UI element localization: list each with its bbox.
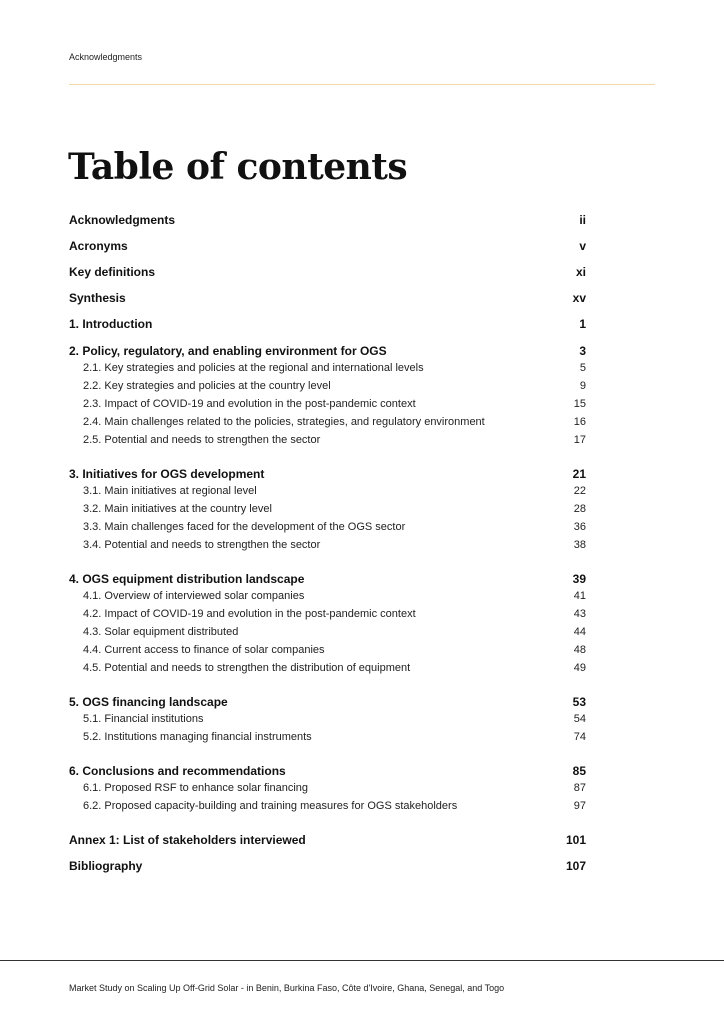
toc-entry-label: Acknowledgments: [69, 213, 176, 227]
toc-entry-label: 3. Initiatives for OGS development: [69, 467, 265, 481]
toc-subentry-label: 4.2. Impact of COVID-19 and evolution in the post-pandemic context: [83, 608, 416, 620]
toc-subentry[interactable]: [69, 590, 586, 602]
toc-subentry-label: 4.4. Current access to finance of solar companies: [83, 644, 325, 656]
toc-subentry-label: 2.5. Potential and needs to strengthen the sector: [83, 434, 321, 446]
toc-subentry[interactable]: [69, 521, 586, 533]
toc-subentry[interactable]: [69, 644, 586, 656]
toc-entry-label: 6. Conclusions and recommendations: [69, 764, 286, 778]
toc-subentry[interactable]: [69, 713, 586, 725]
toc-subentry[interactable]: [69, 731, 586, 743]
toc-entry-page: 1: [579, 317, 586, 331]
toc-entry-page: 39: [572, 572, 586, 586]
toc-subentry-label: 4.3. Solar equipment distributed: [83, 626, 239, 638]
toc-entry-page: ii: [579, 213, 586, 227]
toc-entry-introduction[interactable]: [69, 317, 586, 331]
toc-subentry-page: 97: [573, 800, 586, 812]
toc-subentry-page: 49: [573, 662, 586, 674]
toc-entry-label: 1. Introduction: [69, 317, 153, 331]
toc-entry-page: 21: [572, 467, 586, 481]
toc-subentry[interactable]: [69, 626, 586, 638]
toc-entry-acronyms[interactable]: [69, 239, 586, 253]
toc-subentry-page: 15: [573, 398, 586, 410]
toc-subentry-label: 2.4. Main challenges related to the policies, strategies, and regulatory environment: [83, 416, 485, 428]
toc-entry-page: 107: [565, 859, 586, 873]
toc-entry-label: Key definitions: [69, 265, 156, 279]
toc-subentry-page: 48: [573, 644, 586, 656]
toc-entry-label: 2. Policy, regulatory, and enabling environment for OGS: [69, 344, 387, 358]
toc-subentry-label: 5.2. Institutions managing financial instruments: [83, 731, 312, 743]
toc-subentry[interactable]: [69, 800, 586, 812]
toc-subentry-page: 38: [573, 539, 586, 551]
toc-subentry[interactable]: [69, 503, 586, 515]
toc-chapter-5[interactable]: [69, 695, 586, 709]
toc-subentry-label: 3.4. Potential and needs to strengthen the sector: [83, 539, 321, 551]
toc-subentry-page: 44: [573, 626, 586, 638]
toc-subentry[interactable]: [69, 416, 586, 428]
toc-entry-label: Acronyms: [69, 239, 128, 253]
toc-subentry-label: 6.2. Proposed capacity-building and training measures for OGS stakeholders: [83, 800, 458, 812]
toc-subentry-page: 5: [579, 362, 586, 374]
toc-subentry-page: 43: [573, 608, 586, 620]
toc-entry-page: 101: [565, 833, 586, 847]
toc-entry-label: 5. OGS financing landscape: [69, 695, 228, 709]
toc-subentry-page: 9: [579, 380, 586, 392]
toc-chapter-4[interactable]: [69, 572, 586, 586]
page-footer: Market Study on Scaling Up Off-Grid Solar - in Benin, Burkina Faso, Côte d'Ivoire, Ghana, Senegal, and Togo: [69, 983, 505, 993]
toc-subentry[interactable]: [69, 662, 586, 674]
toc-subentry[interactable]: [69, 398, 586, 410]
toc-subentry[interactable]: [69, 539, 586, 551]
toc-subentry-page: 54: [573, 713, 586, 725]
toc-subentry-label: 2.3. Impact of COVID-19 and evolution in the post-pandemic context: [83, 398, 416, 410]
toc-subentry[interactable]: [69, 485, 586, 497]
toc-subentry-label: 3.3. Main challenges faced for the development of the OGS sector: [83, 521, 406, 533]
toc-entry-page: xi: [575, 265, 586, 279]
toc-subentry-label: 4.1. Overview of interviewed solar companies: [83, 590, 305, 602]
toc-entry-page: 85: [572, 764, 586, 778]
toc-entry-annex-1[interactable]: [69, 833, 586, 847]
toc-entry-key-definitions[interactable]: [69, 265, 586, 279]
toc-entry-label: Bibliography: [69, 859, 143, 873]
toc-entry-acknowledgments[interactable]: [69, 213, 586, 227]
toc-subentry-page: 74: [573, 731, 586, 743]
toc-entry-label: Annex 1: List of stakeholders interviewed: [69, 833, 306, 847]
toc-entry-synthesis[interactable]: [69, 291, 586, 305]
toc-subentry-label: 5.1. Financial institutions: [83, 713, 204, 725]
toc-subentry-label: 4.5. Potential and needs to strengthen the distribution of equipment: [83, 662, 411, 674]
toc-subentry-label: 2.2. Key strategies and policies at the country level: [83, 380, 331, 392]
toc-entry-page: xv: [572, 291, 586, 305]
toc-subentry[interactable]: [69, 380, 586, 392]
toc-subentry-page: 87: [573, 782, 586, 794]
toc-entry-page: 53: [572, 695, 586, 709]
toc-subentry-label: 6.1. Proposed RSF to enhance solar financing: [83, 782, 309, 794]
header-divider: [69, 84, 655, 85]
toc-subentry-page: 17: [573, 434, 586, 446]
toc-subentry-page: 16: [573, 416, 586, 428]
toc-entry-label: Synthesis: [69, 291, 126, 305]
toc-subentry-page: 28: [573, 503, 586, 515]
toc-subentry-page: 41: [573, 590, 586, 602]
footer-divider: [0, 960, 724, 961]
toc-subentry[interactable]: [69, 782, 586, 794]
toc-subentry[interactable]: [69, 362, 586, 374]
running-header: Acknowledgments: [69, 52, 143, 62]
toc-entry-page: v: [579, 239, 586, 253]
toc-subentry-label: 3.2. Main initiatives at the country level: [83, 503, 272, 515]
toc-chapter-6[interactable]: [69, 764, 586, 778]
toc-subentry-page: 36: [573, 521, 586, 533]
toc-subentry-label: 2.1. Key strategies and policies at the regional and international levels: [83, 362, 424, 374]
page-title: Table of contents: [68, 146, 408, 188]
toc-entry-bibliography[interactable]: [69, 859, 586, 873]
toc-subentry-page: 22: [573, 485, 586, 497]
toc-subentry-label: 3.1. Main initiatives at regional level: [83, 485, 257, 497]
toc-subentry[interactable]: [69, 608, 586, 620]
toc-chapter-3[interactable]: [69, 467, 586, 481]
toc-subentry[interactable]: [69, 434, 586, 446]
toc-entry-page: 3: [579, 344, 586, 358]
toc-entry-label: 4. OGS equipment distribution landscape: [69, 572, 305, 586]
toc-chapter-2[interactable]: [69, 344, 586, 358]
